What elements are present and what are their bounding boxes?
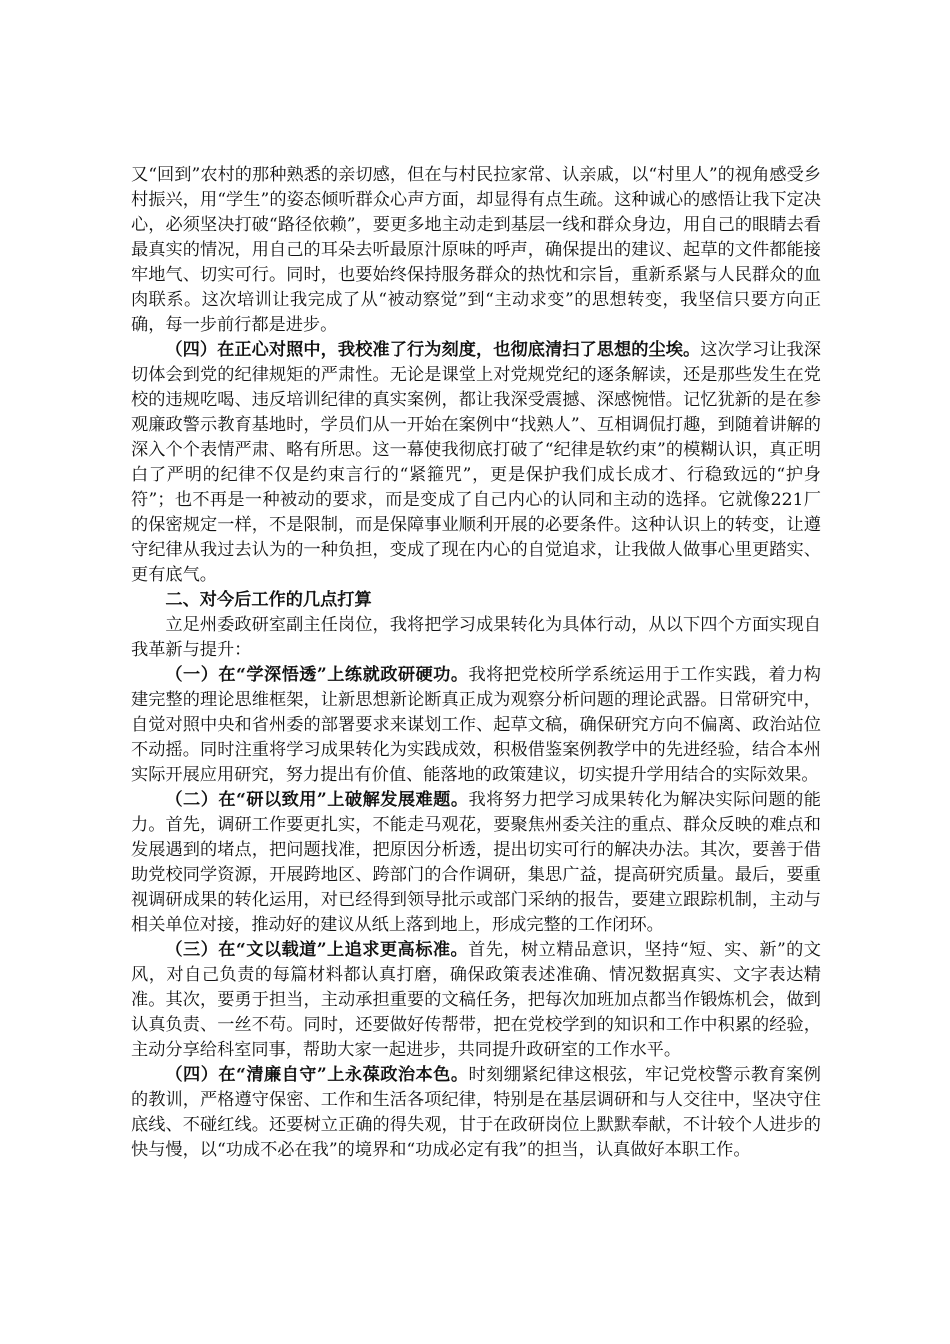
paragraph-section-2-intro <box>131 613 821 663</box>
paragraph-body: 立足州委政研室副主任岗位，我将把学习成果转化为具体行动，从以下四个方面实现自我革新与提升： <box>131 615 821 660</box>
paragraph-section-2-item-2 <box>131 788 821 938</box>
paragraph-section-2-item-4 <box>131 1063 821 1163</box>
paragraph-body: 这次学习让我深切体会到党的纪律规矩的严肃性。无论是课堂上对党规党纪的逐条解读，还是那些发生在党校的违规吃喝、违反培训纪律的真实案例，都让我深受震撼、深感惋惜。记忆犹新的是在参观廉政警示教育基地时，学员们从一开始在案例中“找熟人”、互相调侃打趣，到随着讲解的深入个个表情严肃、略有所思。这一幕使我彻底打破了“纪律是软约束”的模糊认识，真正明白了严明的纪律不仅是约束言行的“紧箍咒”，更是保护我们成长成才、行稳致远的“护身符”；也不再是一种被动的要求，而是变成了自己内心的认同和主动的选择。它就像221厂的保密规定一样，不是限制，而是保障事业顺利开展的必要条件。这种认识上的转变，让遵守纪律从我过去认为的一种负担，变成了现在内心的自觉追求，让我做人做事心里更踏实、更有底气。 <box>131 340 821 585</box>
paragraph-section-2-item-1 <box>131 663 821 788</box>
paragraph-body: 又“回到”农村的那种熟悉的亲切感，但在与村民拉家常、认亲戚，以“村里人”的视角感受乡村振兴，用“学生”的姿态倾听群众心声方面，却显得有点生疏。这种诚心的感悟让我下定决心，必须坚决打破“路径依赖”，要更多地主动走到基层一线和群众身边，用自己的眼睛去看最真实的情况，用自己的耳朵去听最原汁原味的呼声，确保提出的建议、起草的文件都能接牢地气、切实可行。同时，也要始终保持服务群众的热忱和宗旨，重新系紧与人民群众的血肉联系。这次培训让我完成了从“被动察觉”到“主动求变”的思想转变，我坚信只要方向正确，每一步前行都是进步。 <box>131 165 821 335</box>
paragraph-section-1-item-4 <box>131 338 821 588</box>
paragraph-lead: （二）在“研以致用”上破解发展难题。 <box>165 790 469 810</box>
paragraph-body: 首先，树立精品意识，坚持“短、实、新”的文风，对自己负责的每篇材料都认真打磨，确保政策表述准确、情况数据真实、文字表达精准。其次，要勇于担当，主动承担重要的文稿任务，把每次加班加点都当作锻炼机会，做到认真负责、一丝不苟。同时，还要做好传帮带，把在党校学到的知识和工作中积累的经验，主动分享给科室同事，帮助大家一起进步，共同提升政研室的工作水平。 <box>131 940 821 1060</box>
section-heading-2: 二、对今后工作的几点打算 <box>165 590 372 610</box>
paragraph-body: 我将努力把学习成果转化为解决实际问题的能力。首先，调研工作要更扎实，不能走马观花，要聚焦州委关注的重点、群众反映的难点和发展遇到的堵点，把问题找准，把原因分析透，提出切实可行的解决办法。其次，要善于借助党校同学资源，开展跨地区、跨部门的合作调研，集思广益，提高研究质量。最后，要重视调研成果的转化运用，对已经得到领导批示或部门采纳的报告，要建立跟踪机制，主动与相关单位对接，推动好的建议从纸上落到地上，形成完整的工作闭环。 <box>131 790 821 935</box>
paragraph-body: 我将把党校所学系统运用于工作实践，着力构建完整的理论思维框架，让新思想新论断真正成为观察分析问题的理论武器。日常研究中，自觉对照中央和省州委的部署要求来谋划工作、起草文稿，确保研究方向不偏离、政治站位不动摇。同时注重将学习成果转化为实践成效，积极借鉴案例教学中的先进经验，结合本州实际开展应用研究，努力提出有价值、能落地的政策建议，切实提升学用结合的实际效果。 <box>131 665 821 785</box>
paragraph-lead: （一）在“学深悟透”上练就政研硬功。 <box>165 665 469 685</box>
document-page <box>131 163 821 1163</box>
paragraph-body: 时刻绷紧纪律这根弦，牢记党校警示教育案例的教训，严格遵守保密、工作和生活各项纪律，特别是在基层调研和与人交往中，坚决守住底线、不碰红线。还要树立正确的得失观，甘于在政研岗位上默默奉献，不计较个人进步的快与慢，以“功成不必在我”的境界和“功成必定有我”的担当，认真做好本职工作。 <box>131 1065 821 1160</box>
paragraph-lead: （三）在“文以载道”上追求更高标准。 <box>165 940 469 960</box>
paragraph-lead: （四）在“清廉自守”上永葆政治本色。 <box>165 1065 469 1085</box>
paragraph-continuation <box>131 163 821 338</box>
paragraph-lead: （四）在正心对照中，我校准了行为刻度，也彻底清扫了思想的尘埃。 <box>165 340 701 360</box>
paragraph-section-2-item-3 <box>131 938 821 1063</box>
